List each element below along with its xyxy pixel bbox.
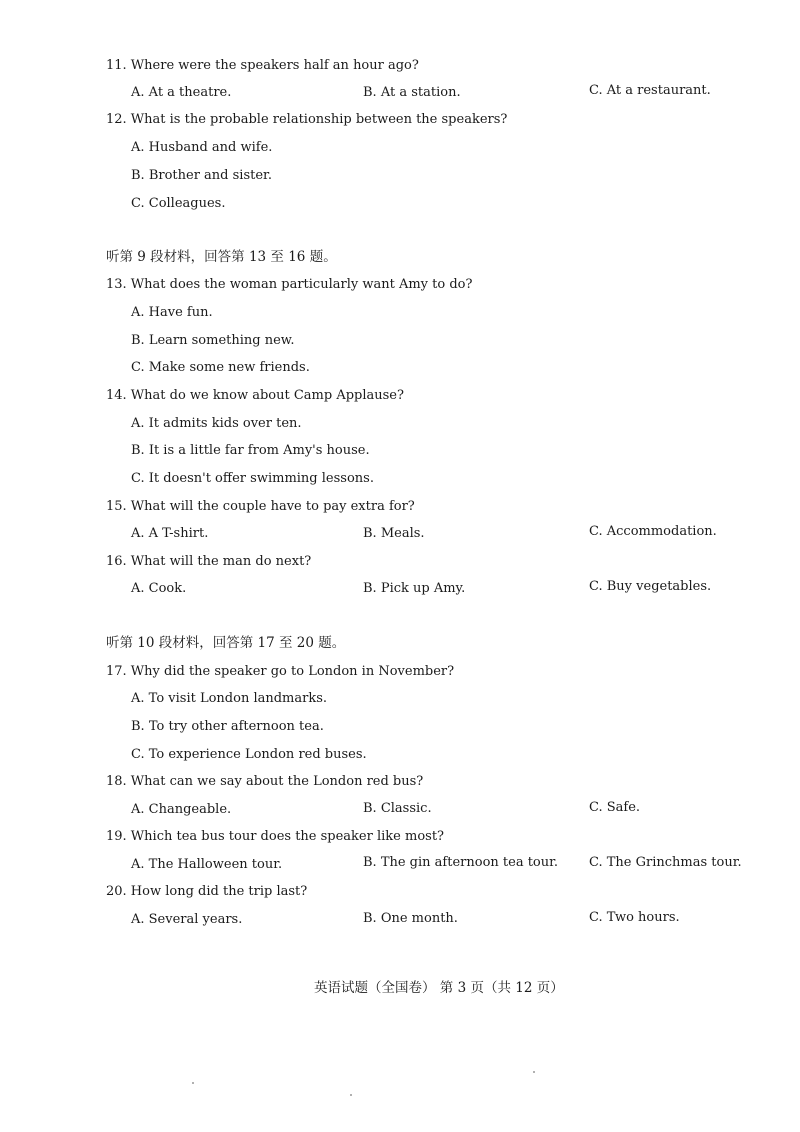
- question-12-stem: 12. What is the probable relationship between the speakers?: [106, 112, 508, 127]
- question-20-option-b: B. One month.: [363, 911, 458, 926]
- question-11-option-a: A. At a theatre.: [131, 85, 232, 100]
- question-11-stem: 11. Where were the speakers half an hour ago?: [106, 58, 419, 73]
- question-18-stem: 18. What can we say about the London red bus?: [106, 774, 424, 789]
- question-11-option-c: C. At a restaurant.: [589, 83, 711, 98]
- question-19-stem: 19. Which tea bus tour does the speaker like most?: [106, 829, 445, 844]
- question-14-option-c: C. It doesn't offer swimming lessons.: [131, 471, 374, 486]
- question-13-stem: 13. What does the woman particularly want Amy to do?: [106, 277, 473, 292]
- question-16-option-b: B. Pick up Amy.: [363, 581, 466, 596]
- question-17-option-a: A. To visit London landmarks.: [131, 691, 328, 706]
- section-10-heading: 听第 10 段材料，回答第 17 至 20 题。: [106, 635, 346, 651]
- question-13-option-a: A. Have fun.: [131, 305, 213, 320]
- question-12-option-c: C. Colleagues.: [131, 196, 226, 211]
- question-18-option-a: A. Changeable.: [131, 802, 232, 817]
- question-15-option-c: C. Accommodation.: [589, 524, 717, 539]
- question-20-option-c: C. Two hours.: [589, 910, 680, 925]
- question-19-option-c: C. The Grinchmas tour.: [589, 855, 742, 870]
- question-14-option-a: A. It admits kids over ten.: [131, 416, 302, 431]
- question-17-stem: 17. Why did the speaker go to London in November?: [106, 664, 455, 679]
- question-17-option-b: B. To try other afternoon tea.: [131, 719, 324, 734]
- question-16-option-a: A. Cook.: [131, 581, 187, 596]
- question-15-option-a: A. A T-shirt.: [131, 526, 209, 541]
- question-20-stem: 20. How long did the trip last?: [106, 884, 308, 899]
- question-18-option-b: B. Classic.: [363, 801, 432, 816]
- question-14-stem: 14. What do we know about Camp Applause?: [106, 388, 404, 403]
- question-13-option-c: C. Make some new friends.: [131, 360, 310, 375]
- scan-speck: [350, 1094, 352, 1096]
- question-18-option-c: C. Safe.: [589, 800, 641, 815]
- scan-speck: [533, 1071, 535, 1073]
- question-17-option-c: C. To experience London red buses.: [131, 747, 367, 762]
- question-19-option-b: B. The gin afternoon tea tour.: [363, 855, 559, 870]
- question-19-option-a: A. The Halloween tour.: [131, 857, 283, 872]
- question-15-stem: 15. What will the couple have to pay extra for?: [106, 499, 415, 514]
- section-9-heading: 听第 9 段材料，回答第 13 至 16 题。: [106, 249, 337, 265]
- page-footer: 英语试题（全国卷） 第 3 页（共 12 页）: [314, 980, 564, 996]
- scan-speck: [192, 1082, 194, 1084]
- question-12-option-b: B. Brother and sister.: [131, 168, 272, 183]
- question-13-option-b: B. Learn something new.: [131, 333, 295, 348]
- question-11-option-b: B. At a station.: [363, 85, 461, 100]
- question-20-option-a: A. Several years.: [131, 912, 243, 927]
- question-16-option-c: C. Buy vegetables.: [589, 579, 712, 594]
- question-16-stem: 16. What will the man do next?: [106, 554, 312, 569]
- question-14-option-b: B. It is a little far from Amy's house.: [131, 443, 370, 458]
- question-12-option-a: A. Husband and wife.: [131, 140, 273, 155]
- question-15-option-b: B. Meals.: [363, 526, 425, 541]
